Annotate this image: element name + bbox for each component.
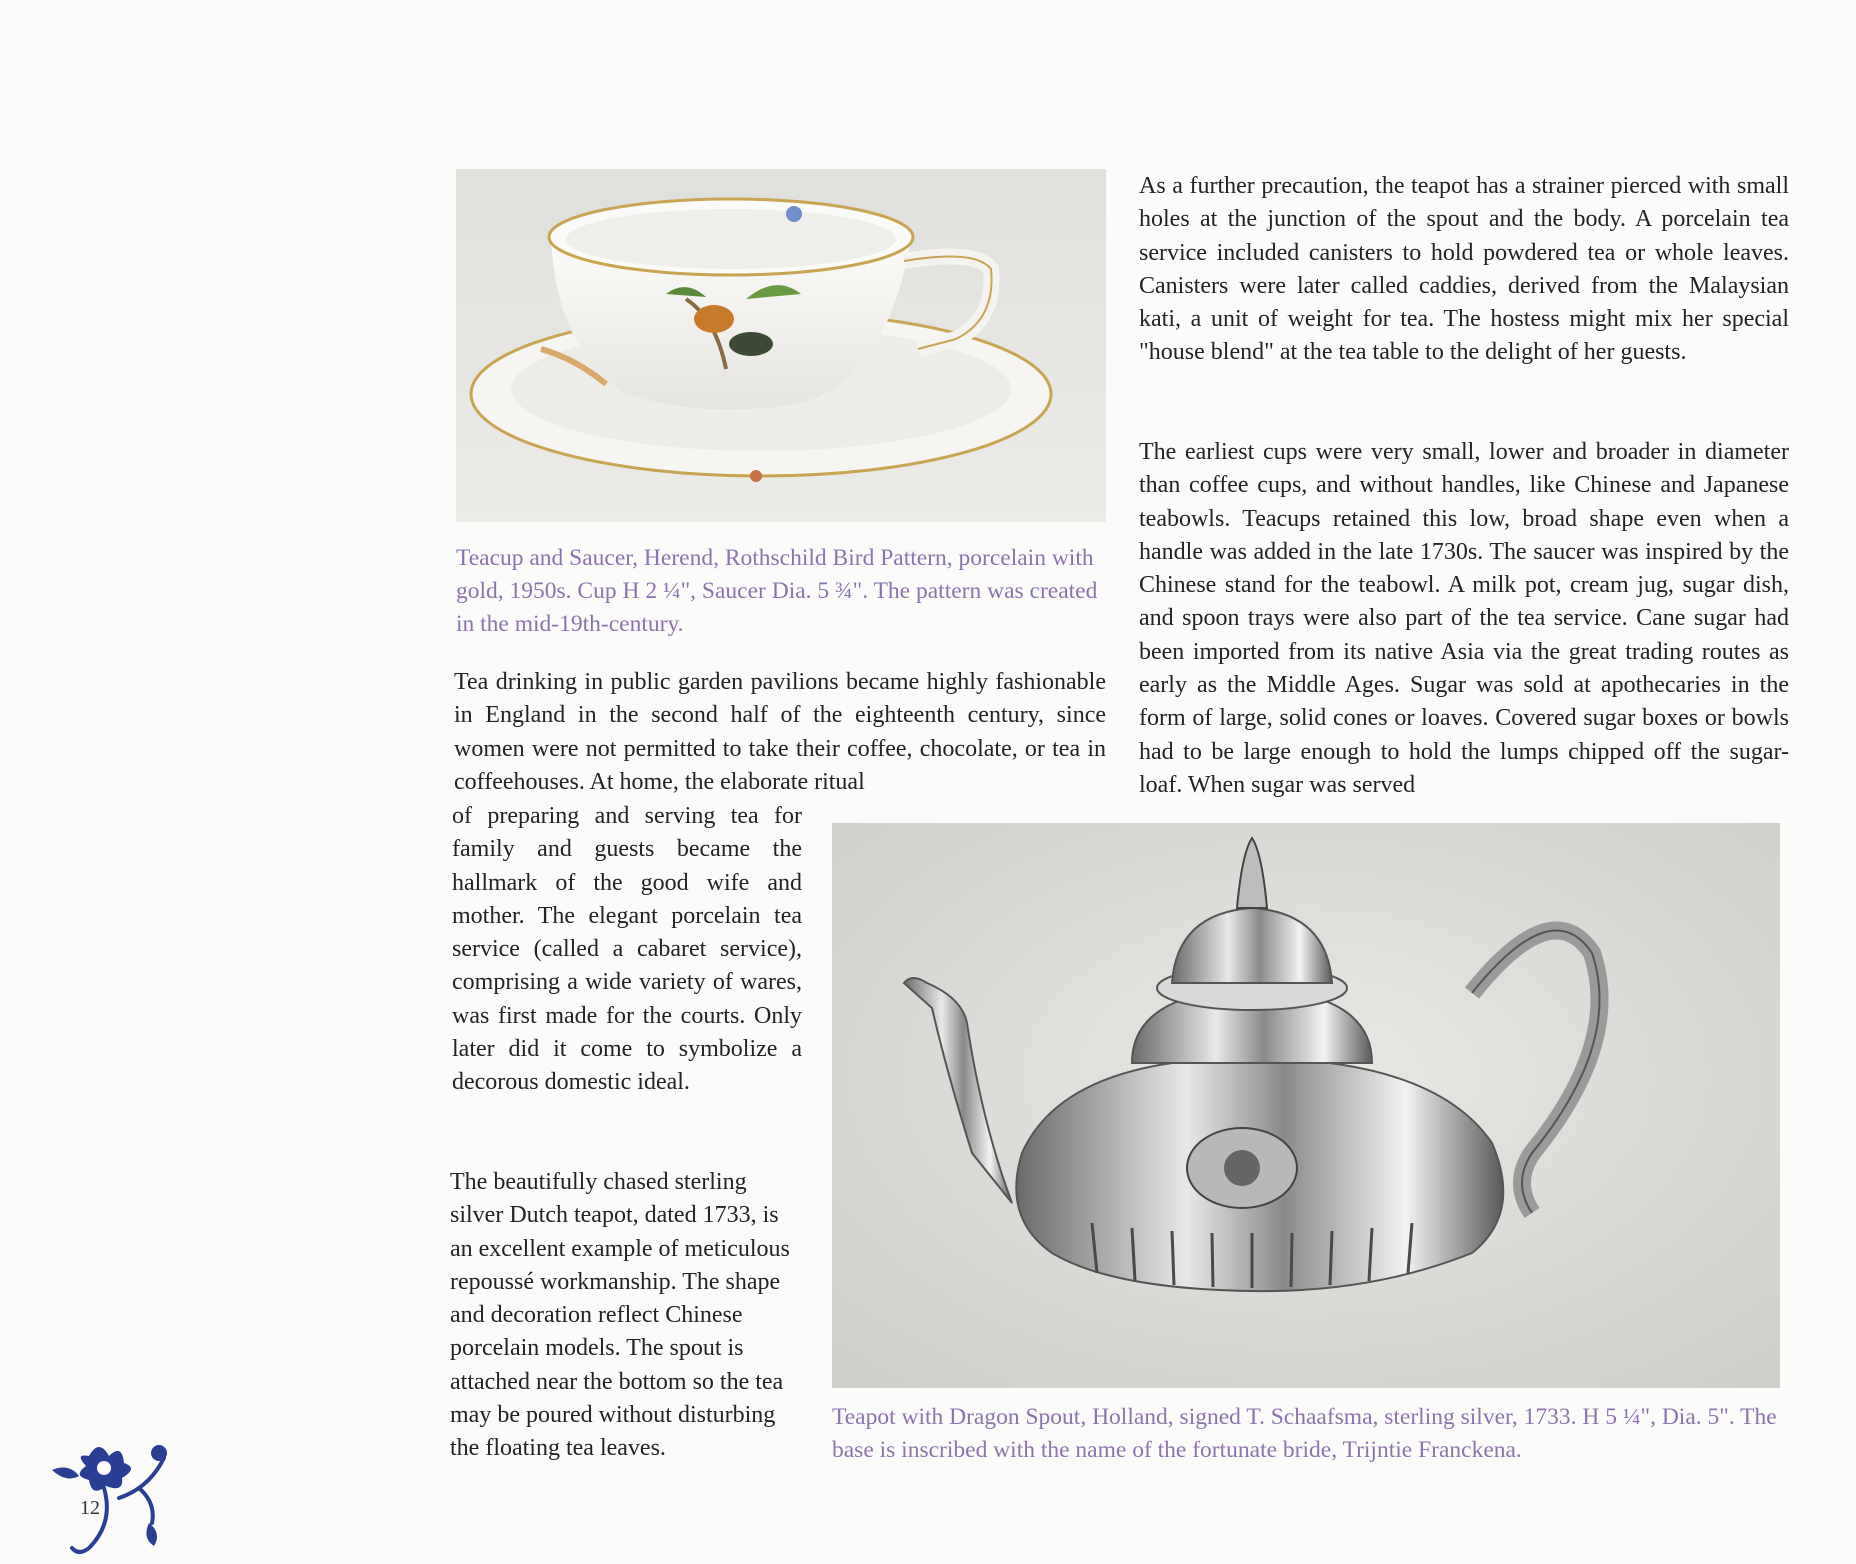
teacup-photo	[456, 169, 1106, 522]
body-paragraph-cups: The earliest cups were very small, lower and broader in diameter than coffee cups, and without handles, like Chinese and Japanese teabowls. Teacups retained this low, broad shape even when a handle was added in the late 1730s. The saucer was inspired by the Chinese stand for the teabowl. A milk pot, cream jug, sugar dish, and spoon trays were also part of the tea service. Cane sugar had been imported from its native Asia via the great trading routes as early as the Middle Ages. Sugar was sold at apothecaries in the form of large, solid cones or loaves. Covered sugar boxes or bowls had to be large enough to hold the lumps chipped off the sugar-loaf. When sugar was served	[1139, 439, 1789, 798]
teapot-caption: Teapot with Dragon Spout, Holland, signed T. Schaafsma, sterling silver, 1733. H 5 ¼", Dia. 5". The base is inscribed with the name of the fortunate bride, Trijntie Franckena.	[832, 1404, 1777, 1463]
body-paragraph-teapot: The beautifully chased sterling silver Dutch teapot, dated 1733, is an excellent example of meticulous repoussé workmanship. The shape and decoration reflect Chinese porcelain models. The spout is attached near the bottom so the tea may be poured without disturbing the floating tea leaves.	[450, 1169, 790, 1462]
body-paragraph-tea-ritual: of preparing and serving tea for family and guests became the hallmark of the good wife and mother. The elegant porcelain tea service (called a cabaret service), comprising a wide variety of wares, was first made for the courts. Only later did it come to symbolize a decorous domestic ideal.	[452, 803, 802, 1096]
blue-floral-ornament-icon	[44, 1428, 174, 1558]
body-paragraph-tea-drinking: Tea drinking in public garden pavilions became highly fashionable in England in the second half of the eighteenth century, since women were not permitted to take their coffee, chocolate, or tea in coffeehouses. At home, the elaborate ritual	[454, 669, 1106, 795]
teacup-caption: Teacup and Saucer, Herend, Rothschild Bird Pattern, porcelain with gold, 1950s. Cup H 2 ¼", Saucer Dia. 5 ¾". The pattern was created in the mid-19th-century.	[456, 545, 1098, 637]
page-number: 12	[80, 1497, 100, 1519]
teapot-photo	[832, 823, 1780, 1388]
body-paragraph-caddies: As a further precaution, the teapot has a strainer pierced with small holes at the junction of the spout and the body. A porcelain tea service included canisters to hold powdered tea or whole leaves. Canisters were later called caddies, derived from the Malaysian kati, a unit of weight for tea. The hostess might mix her special "house blend" at the tea table to the delight of her guests.	[1139, 173, 1789, 366]
